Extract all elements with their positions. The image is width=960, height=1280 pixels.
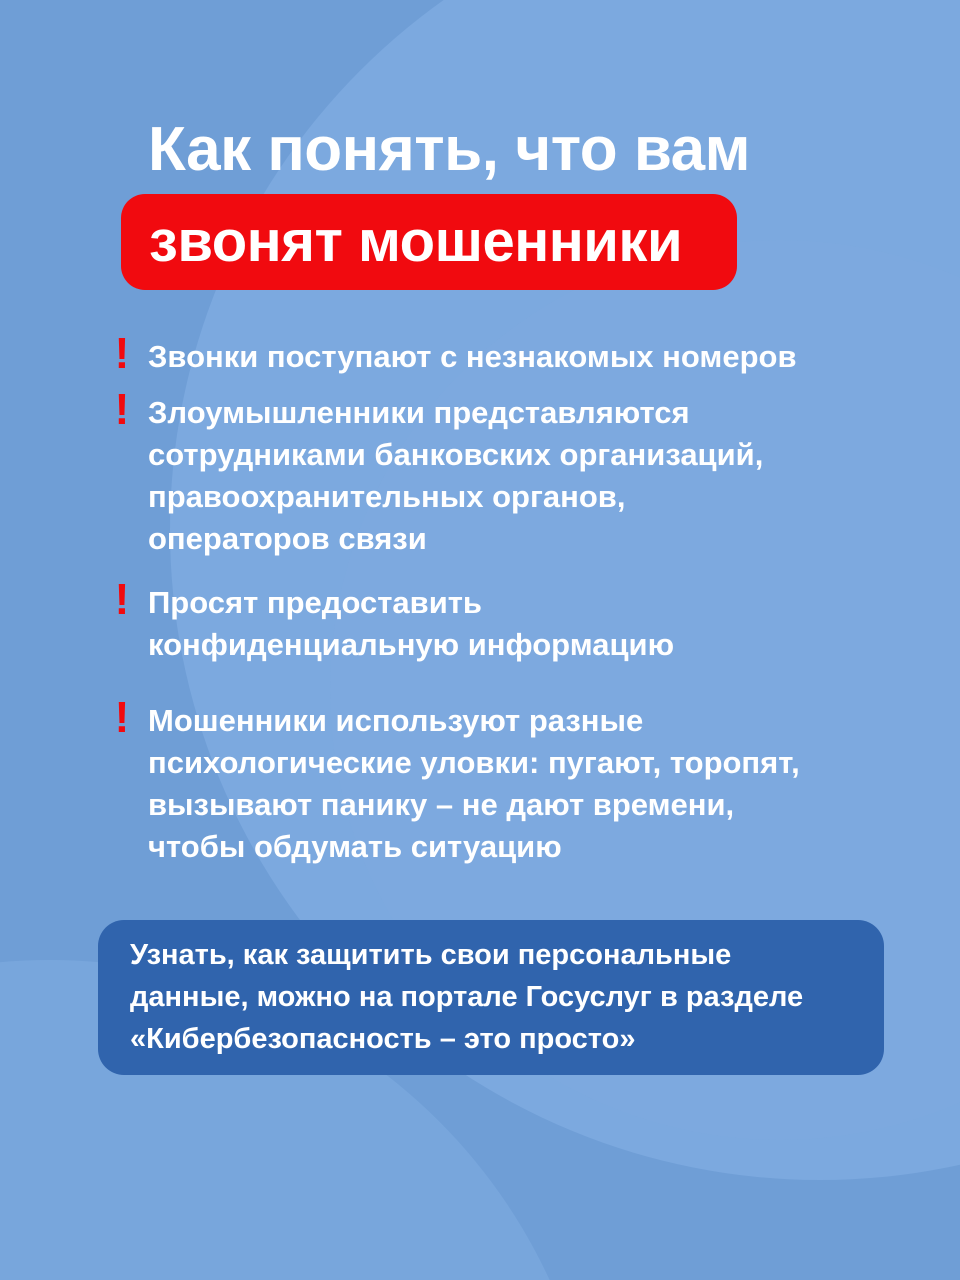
warning-item — [112, 329, 932, 378]
exclamation-icon: ! — [114, 329, 130, 378]
warning-item — [112, 385, 932, 560]
exclamation-icon: ! — [114, 575, 130, 624]
warning-text: Звонки поступают с незнакомых номеров — [148, 339, 797, 374]
info-text: Узнать, как защитить свои персональные данные, можно на портале Госуслуг в разделе «Кибербезопасность – это просто» — [130, 939, 804, 1055]
exclamation-icon: ! — [114, 385, 130, 434]
title-badge — [121, 194, 737, 290]
warning-list — [112, 329, 932, 868]
title-line-1: Как понять, что вам — [148, 115, 750, 184]
warning-text: Злоумышленники представляются сотрудниками банковских организаций, правоохранительных органов, операторов связи — [148, 395, 764, 556]
warning-text: Просят предоставить конфиденциальную информацию — [148, 585, 675, 662]
info-box — [98, 920, 884, 1075]
title-line-2: звонят мошенники — [149, 209, 683, 274]
exclamation-icon: ! — [114, 693, 130, 742]
warning-item — [112, 575, 932, 666]
warning-item — [112, 693, 932, 868]
warning-text: Мошенники используют разные психологические уловки: пугают, торопят, вызывают панику – не дают времени, чтобы обдумать ситуацию — [148, 703, 800, 864]
